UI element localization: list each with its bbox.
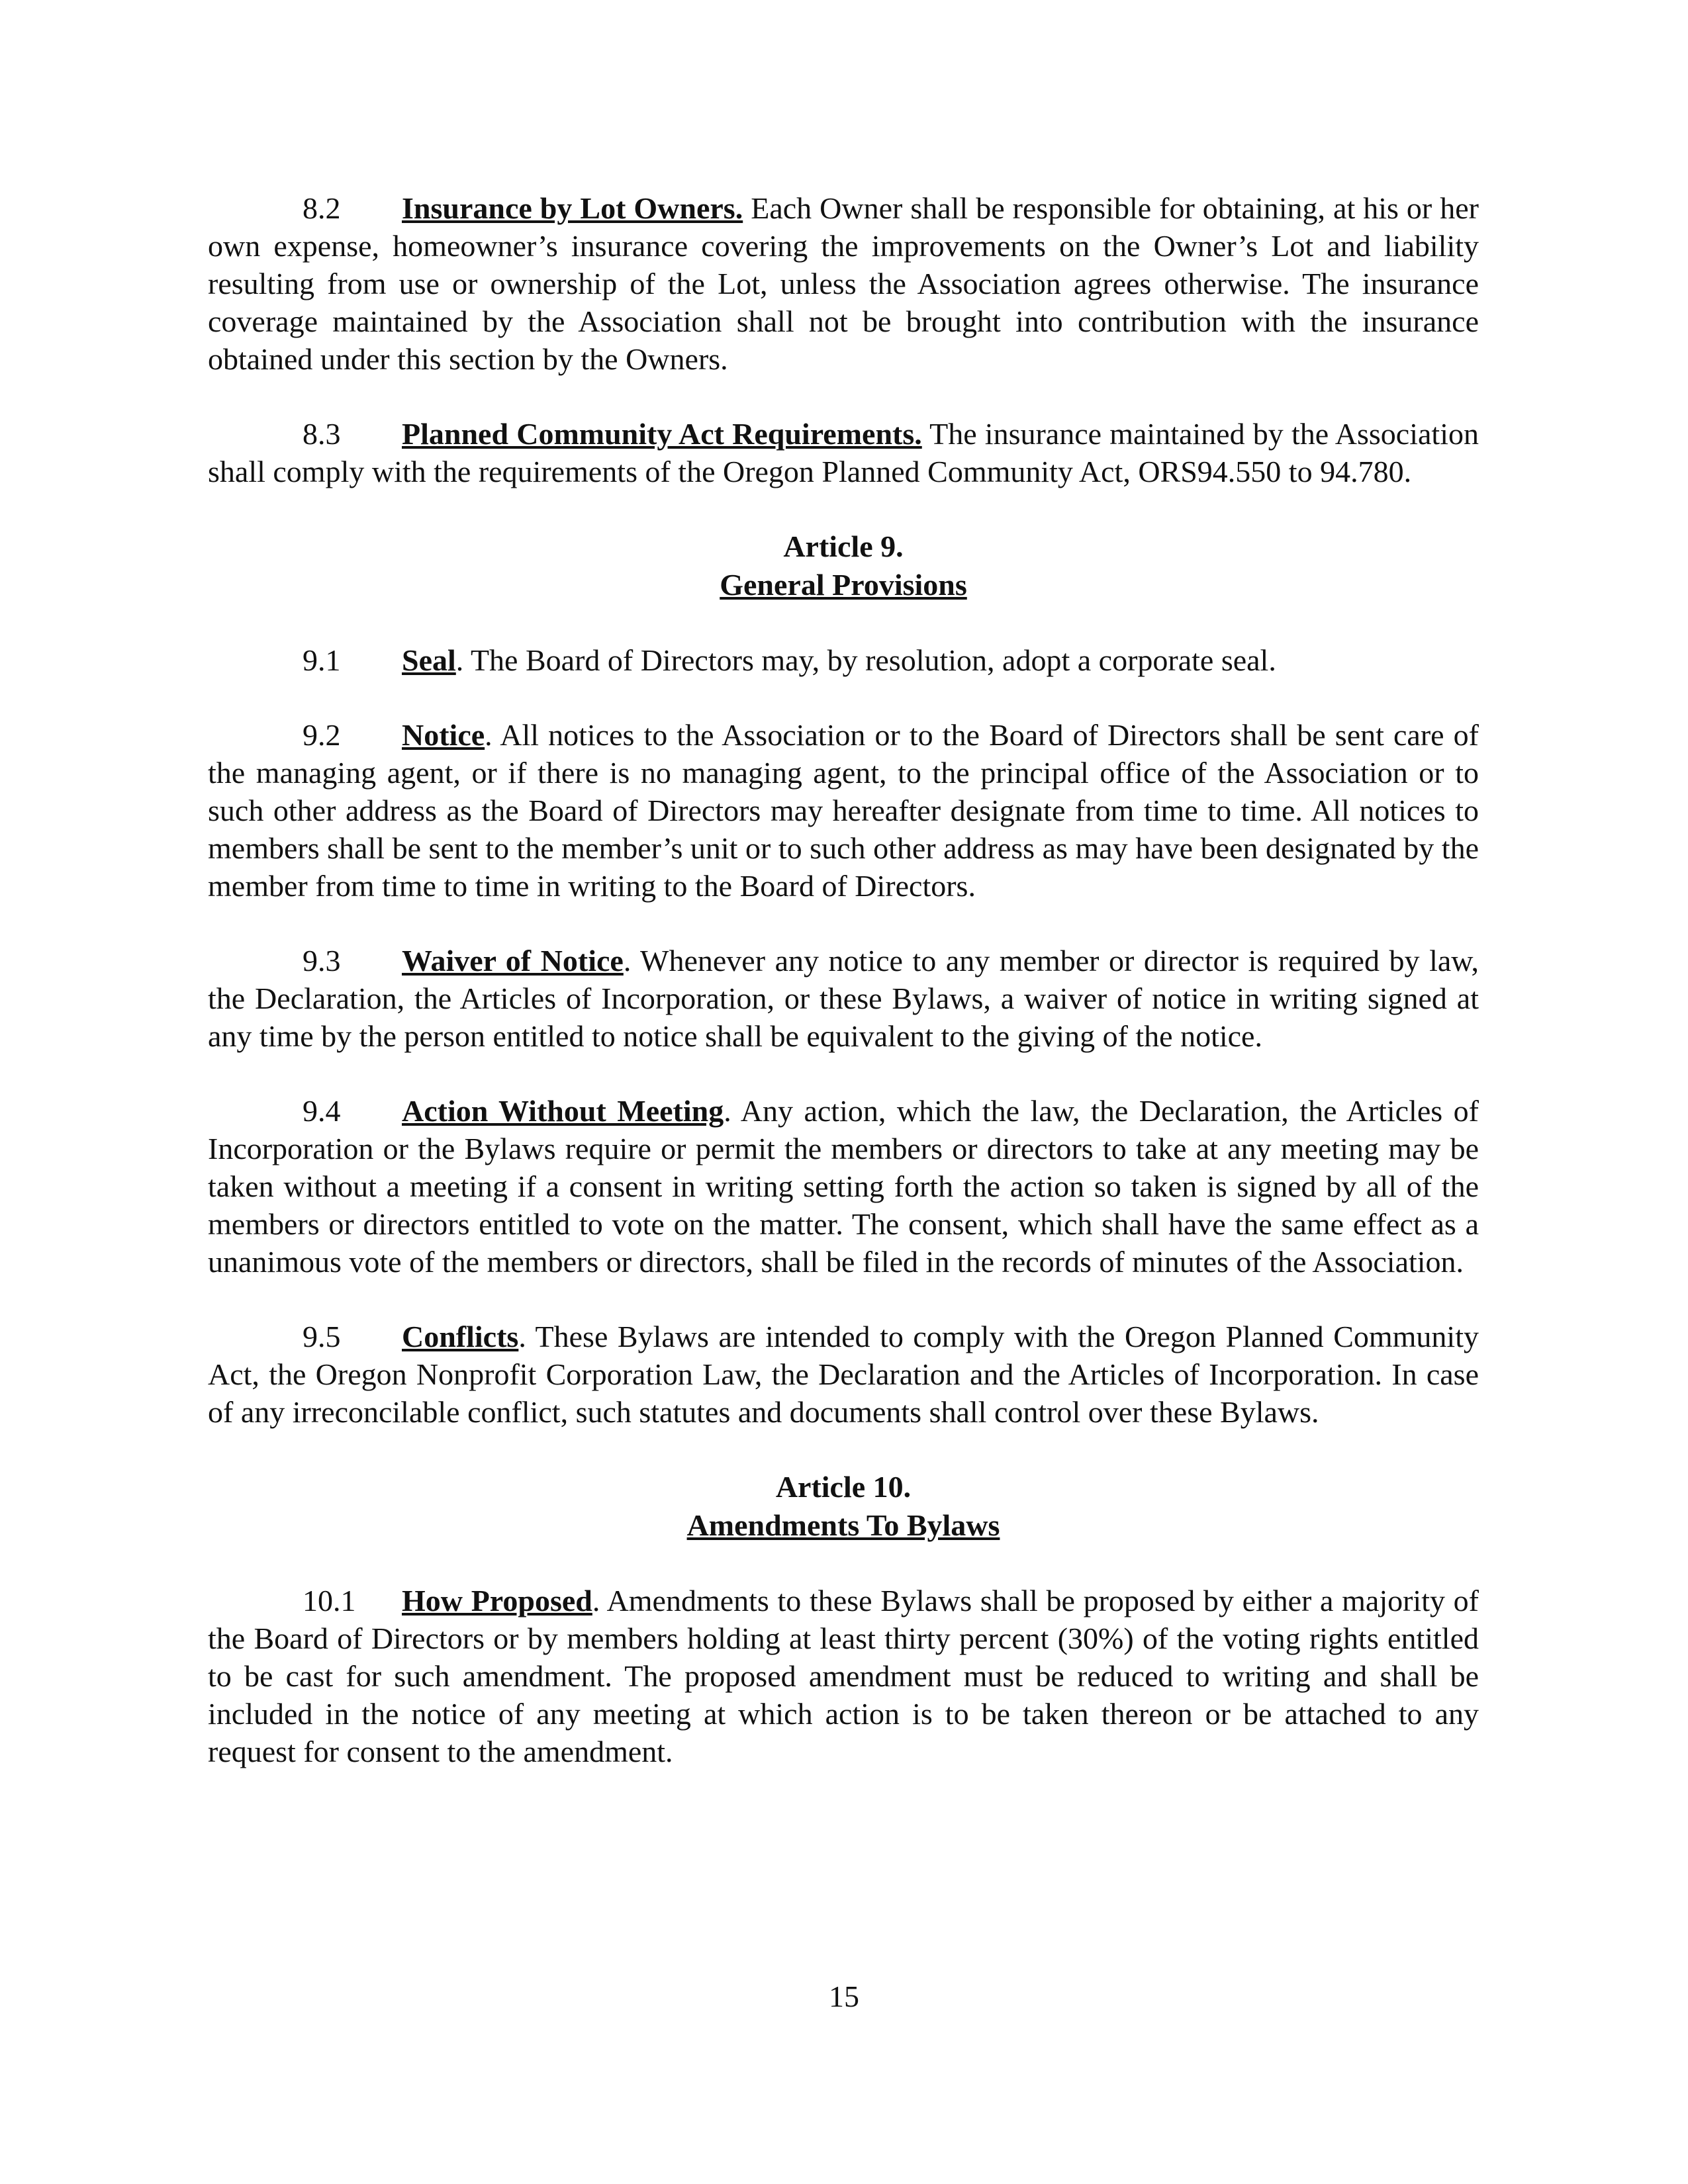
section-10-1 <box>208 1582 1479 1770</box>
article-10-header <box>208 1468 1479 1545</box>
section-heading: Action Without Meeting <box>402 1094 724 1128</box>
article-title: General Provisions <box>720 568 967 602</box>
section-number: 9.1 <box>303 643 341 677</box>
section-number: 9.3 <box>303 944 341 978</box>
page-number: 15 <box>829 1979 859 2013</box>
section-text: . The Board of Directors may, by resolution, adopt a corporate seal. <box>455 643 1276 677</box>
section-9-2 <box>208 716 1479 905</box>
section-9-1 <box>208 641 1479 679</box>
section-8-2 <box>208 189 1479 378</box>
document-body <box>208 189 1479 1807</box>
article-9-header <box>208 527 1479 604</box>
section-text: . All notices to the Association or to the Board of Directors shall be sent care of the managing agent, or if there is no managing agent, to the principal office of the Association or to such other address as the Board of Directors may hereafter designate from time to time. All notices to members shall be sent to the member’s unit or to such other address as may have been designated by the member from time to time in writing to the Board of Directors. <box>208 718 1479 903</box>
section-9-3 <box>208 942 1479 1055</box>
section-heading: Insurance by Lot Owners. <box>402 191 743 225</box>
section-text: Each Owner shall be responsible for obtaining, at his or her own expense, homeowner’s insurance covering the improvements on the Owner’s Lot and liability resulting from use or ownership of the Lot, unless the Association agrees otherwise. The insurance coverage maintained by the Association shall not be brought into contribution with the insurance obtained under this section by the Owners. <box>208 191 1479 376</box>
section-heading: How Proposed <box>402 1584 592 1617</box>
section-heading: Conflicts <box>402 1320 519 1353</box>
section-number: 9.4 <box>303 1094 341 1128</box>
section-number: 9.5 <box>303 1320 341 1353</box>
section-8-3 <box>208 415 1479 490</box>
section-heading: Seal <box>402 643 456 677</box>
section-text: The insurance maintained by the Association shall comply with the requirements of the Oregon Planned Community Act, ORS94.550 to 94.780. <box>208 417 1479 488</box>
section-number: 8.3 <box>303 417 341 451</box>
section-9-4 <box>208 1092 1479 1281</box>
section-text: . Amendments to these Bylaws shall be proposed by either a majority of the Board of Directors or by members holding at least thirty percent (30%) of the voting rights entitled to be cast for such amendment. The proposed amendment must be reduced to writing and shall be included in the notice of any meeting at which action is to be taken thereon or be attached to any request for consent to the amendment. <box>208 1584 1479 1768</box>
article-title: Amendments To Bylaws <box>686 1508 1000 1542</box>
article-number: Article 10. <box>775 1470 912 1504</box>
section-heading: Notice <box>402 718 485 752</box>
section-number: 10.1 <box>303 1584 356 1617</box>
section-text: . Any action, which the law, the Declaration, the Articles of Incorporation or the Bylaws require or permit the members or directors to take at any meeting may be taken without a meeting if a consent in writing setting forth the action so taken is signed by all of the members or directors entitled to vote on the matter. The consent, which shall have the same effect as a unanimous vote of the members or directors, shall be filed in the records of minutes of the Association. <box>208 1094 1479 1279</box>
article-number: Article 9. <box>783 529 904 563</box>
section-text: . These Bylaws are intended to comply with the Oregon Planned Community Act, the Oregon Nonprofit Corporation Law, the Declaration and the Articles of Incorporation. In case of any irreconcilable conflict, such statutes and documents shall control over these Bylaws. <box>208 1320 1479 1429</box>
section-heading: Waiver of Notice <box>402 944 624 978</box>
section-text: . Whenever any notice to any member or director is required by law, the Declaration, the Articles of Incorporation, or these Bylaws, a waiver of notice in writing signed at any time by the person entitled to notice shall be equivalent to the giving of the notice. <box>208 944 1479 1053</box>
section-number: 9.2 <box>303 718 341 752</box>
section-heading: Planned Community Act Requirements. <box>402 417 922 451</box>
section-9-5 <box>208 1318 1479 1431</box>
section-number: 8.2 <box>303 191 341 225</box>
